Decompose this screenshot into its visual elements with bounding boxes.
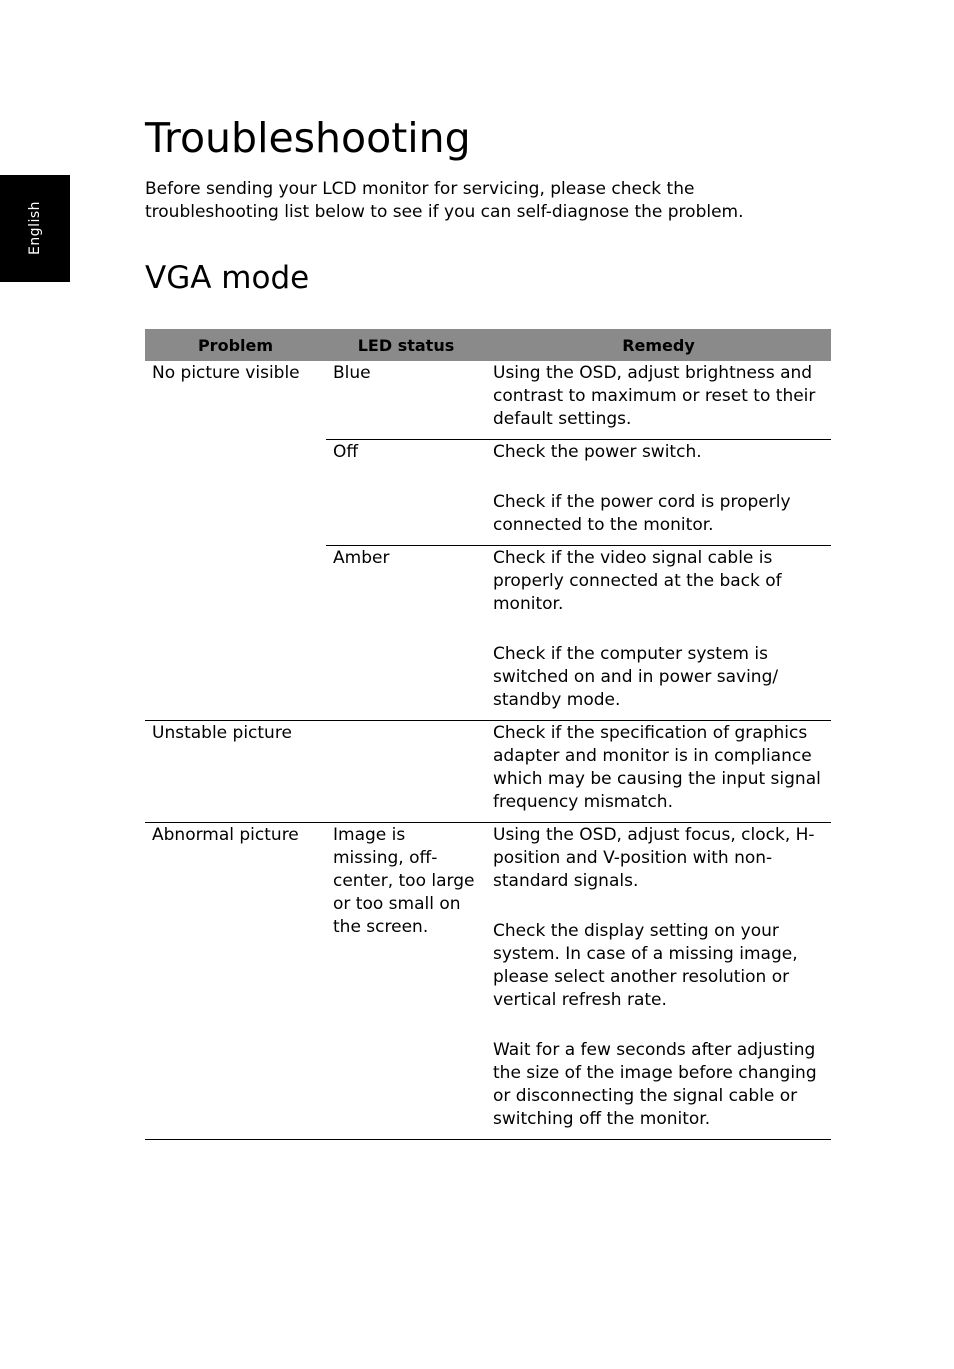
remedy-text: Check if the video signal cable is properly connected at the back of monitor. [493, 548, 782, 614]
remedy-text: Wait for a few seconds after adjusting the size of the image before changing or disconnecting the signal cable or switching off the monitor. [493, 1040, 817, 1129]
remedy-text: Using the OSD, adjust brightness and contrast to maximum or reset to their default settings. [493, 363, 816, 429]
table-header-row [145, 329, 831, 361]
language-tab-label: English [27, 200, 43, 256]
table-row [145, 823, 831, 1140]
table-row [145, 721, 831, 823]
remedy-cell [486, 823, 831, 1140]
remedy-text: Check if the computer system is switched on and in power saving/ standby mode. [493, 644, 779, 710]
remedy-cell [486, 361, 831, 440]
led-status-cell [326, 721, 486, 823]
problem-cell: Abnormal picture [145, 823, 326, 1140]
page-title: Troubleshooting [145, 114, 471, 162]
remedy-cell [486, 721, 831, 823]
remedy-text: Check if the specification of graphics adapter and monitor is in compliance which may be causing the input signal frequency mismatch. [493, 723, 821, 812]
led-status-cell: Image is missing, off-center, too large or too small on the screen. [326, 823, 486, 1140]
problem-cell: Unstable picture [145, 721, 326, 823]
table-row [145, 361, 831, 440]
remedy-text: Check if the power cord is properly connected to the monitor. [493, 492, 791, 535]
led-status-cell: Amber [326, 546, 486, 721]
section-title: VGA mode [145, 260, 310, 296]
header-remedy: Remedy [486, 329, 831, 361]
header-problem: Problem [145, 329, 326, 361]
led-status-cell: Off [326, 440, 486, 546]
language-tab [0, 175, 70, 282]
remedy-cell [486, 546, 831, 721]
intro-paragraph: Before sending your LCD monitor for servicing, please check the troubleshooting list below to see if you can self-diagnose the problem. [145, 179, 744, 222]
led-status-cell: Blue [333, 363, 371, 383]
header-led-status: LED status [326, 329, 486, 361]
remedy-text: Check the power switch. [493, 442, 702, 462]
remedy-text: Using the OSD, adjust focus, clock, H-position and V-position with non-standard signals. [493, 825, 815, 891]
troubleshooting-table [145, 329, 831, 1140]
problem-cell: No picture visible [152, 363, 300, 383]
remedy-cell [486, 440, 831, 546]
remedy-text: Check the display setting on your system. In case of a missing image, please select another resolution or vertical refresh rate. [493, 921, 798, 1010]
